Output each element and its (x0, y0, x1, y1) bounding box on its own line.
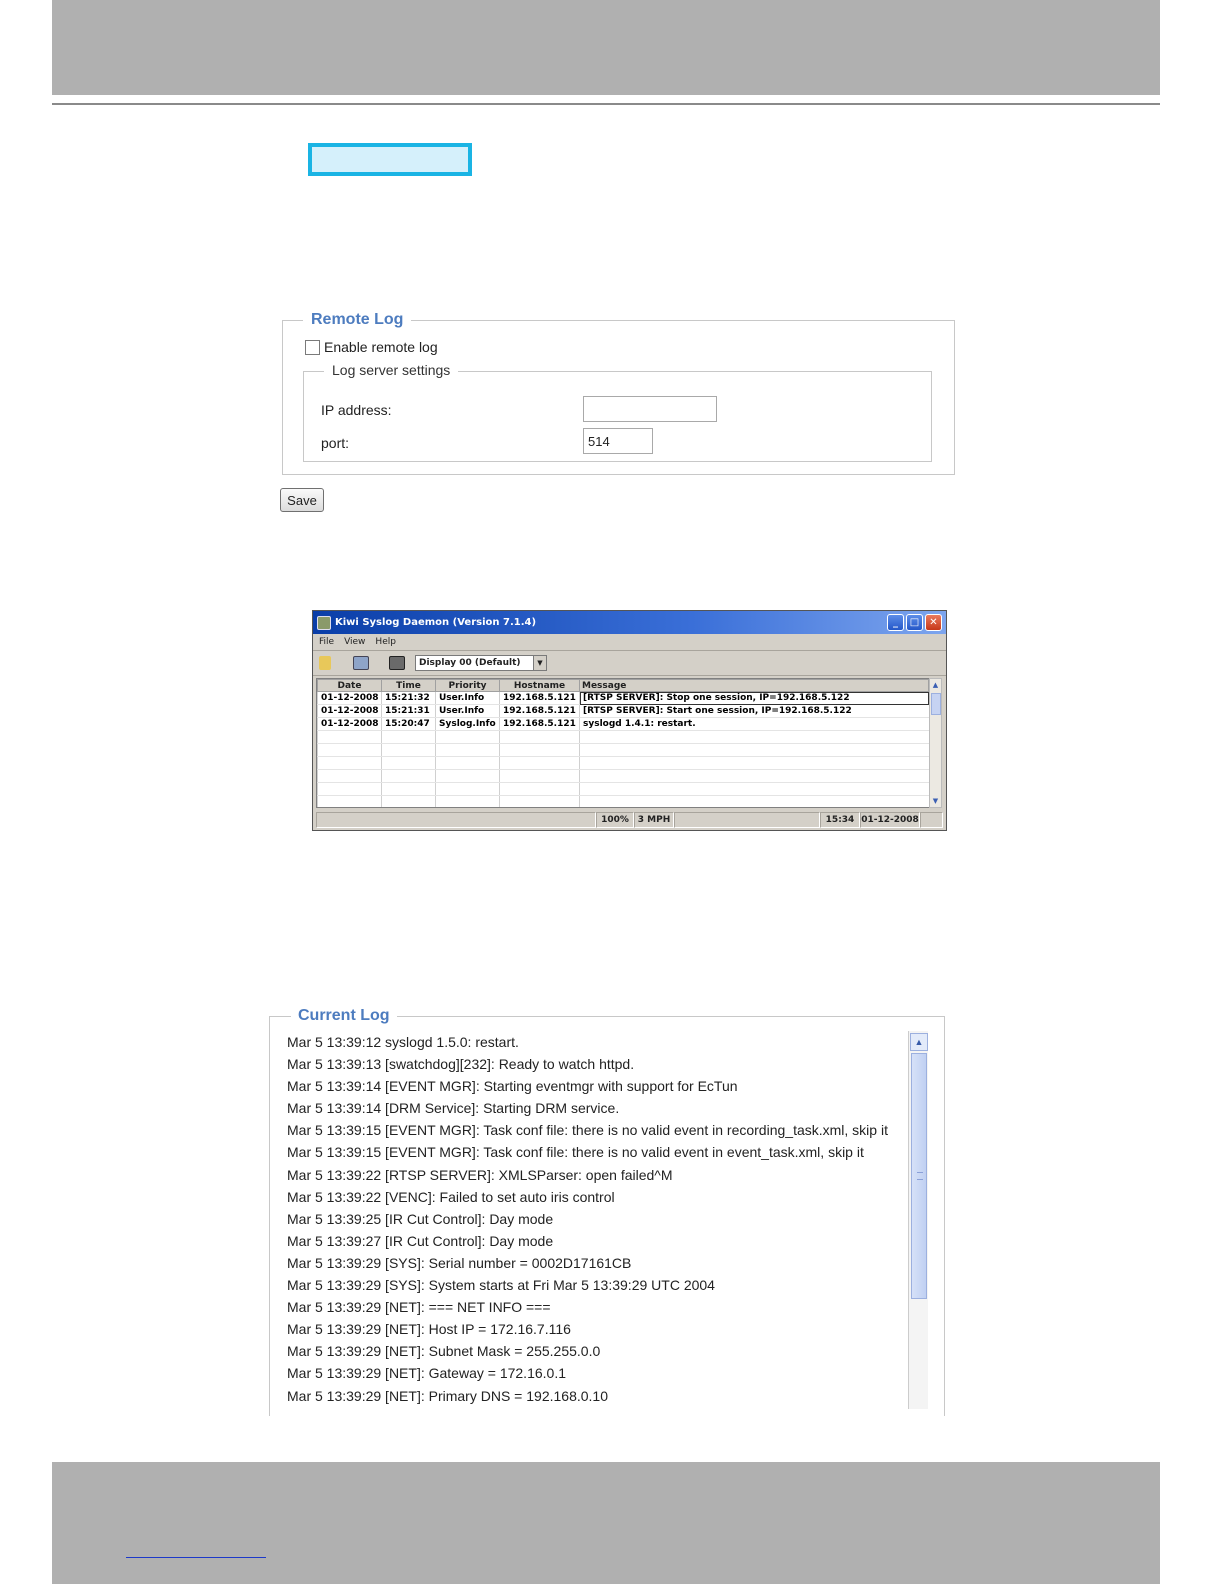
enable-remote-log-row[interactable] (305, 339, 438, 355)
menu-file[interactable]: File (319, 637, 335, 647)
maximize-icon[interactable]: □ (906, 614, 923, 631)
footer-link[interactable] (126, 1548, 266, 1558)
kiwi-scrollbar[interactable] (929, 678, 942, 808)
cell-hostname: 192.168.5.121 (500, 692, 580, 705)
cell-hostname: 192.168.5.121 (500, 705, 580, 718)
cell-priority: User.Info (436, 692, 500, 705)
column-header-date[interactable]: Date (318, 680, 382, 692)
kiwi-title-bar[interactable] (313, 611, 946, 634)
empty-row (318, 744, 929, 757)
empty-row (318, 770, 929, 783)
current-log-fieldset (269, 1007, 945, 1416)
log-line: Mar 5 13:39:27 [IR Cut Control]: Day mode (287, 1232, 554, 1249)
resize-grip-icon[interactable] (920, 812, 943, 828)
column-header-priority[interactable]: Priority (436, 680, 500, 692)
log-line: Mar 5 13:39:29 [SYS]: System starts at Fri Mar 5 13:39:29 UTC 2004 (287, 1277, 715, 1294)
table-row[interactable] (318, 692, 929, 705)
top-banner (52, 0, 1160, 95)
scroll-up-icon[interactable]: ▲ (910, 1033, 928, 1051)
status-percent: 100% (596, 812, 634, 828)
empty-row (318, 783, 929, 796)
log-line: Mar 5 13:39:29 [NET]: Host IP = 172.16.7.116 (287, 1321, 571, 1338)
log-server-settings-legend: Log server settings (324, 362, 458, 378)
log-line: Mar 5 13:39:29 [SYS]: Serial number = 0002D17161CB (287, 1254, 632, 1271)
cell-message: [RTSP SERVER]: Start one session, IP=192.168.5.122 (580, 705, 929, 718)
status-date: 01-12-2008 (860, 812, 920, 828)
empty-row (318, 796, 929, 809)
clear-display-icon[interactable] (319, 656, 331, 670)
log-line: Mar 5 13:39:15 [EVENT MGR]: Task conf file: there is no valid event in event_task.xml, skip it (287, 1144, 864, 1161)
current-log-scrollbar[interactable] (908, 1031, 928, 1409)
ip-address-input[interactable] (583, 396, 717, 422)
log-line: Mar 5 13:39:15 [EVENT MGR]: Task conf file: there is no valid event in recording_task.xml, skip it (287, 1122, 888, 1139)
menu-view[interactable]: View (344, 637, 366, 647)
scroll-down-icon[interactable]: ▼ (932, 797, 939, 805)
cell-time: 15:21:31 (382, 705, 436, 718)
cell-date: 01-12-2008 (318, 692, 382, 705)
cell-message: syslogd 1.4.1: restart. (580, 718, 929, 731)
save-button[interactable]: Save (280, 488, 324, 512)
log-server-settings-fieldset (303, 362, 932, 462)
log-line: Mar 5 13:39:13 [swatchdog][232]: Ready to watch httpd. (287, 1056, 635, 1073)
cell-date: 01-12-2008 (318, 705, 382, 718)
ip-address-label: IP address: (321, 402, 392, 418)
column-header-hostname[interactable]: Hostname (500, 680, 580, 692)
table-row[interactable] (318, 718, 929, 731)
log-line: Mar 5 13:39:29 [NET]: === NET INFO === (287, 1299, 551, 1316)
log-line: Mar 5 13:39:14 [DRM Service]: Starting DRM service. (287, 1100, 620, 1117)
kiwi-toolbar (313, 651, 946, 676)
cell-time: 15:20:47 (382, 718, 436, 731)
remote-log-fieldset (282, 311, 955, 475)
log-line: Mar 5 13:39:14 [EVENT MGR]: Starting eventmgr with support for EcTun (287, 1078, 738, 1095)
cell-message: [RTSP SERVER]: Stop one session, IP=192.168.5.122 (580, 692, 929, 705)
section-tab-highlight[interactable] (308, 143, 472, 176)
empty-row (318, 757, 929, 770)
empty-row (318, 731, 929, 744)
kiwi-log-grid (316, 678, 930, 808)
menu-help[interactable]: Help (375, 637, 396, 647)
current-log-textarea[interactable] (287, 1031, 927, 1409)
log-line: Mar 5 13:39:12 syslogd 1.5.0: restart. (287, 1034, 519, 1050)
cell-priority: Syslog.Info (436, 718, 500, 731)
display-select-value: Display 00 (Default) (419, 658, 521, 668)
log-line: Mar 5 13:39:29 [NET]: Primary DNS = 192.168.0.10 (287, 1387, 608, 1404)
table-row[interactable] (318, 705, 929, 718)
close-icon[interactable]: ✕ (925, 614, 942, 631)
cell-hostname: 192.168.5.121 (500, 718, 580, 731)
log-line: Mar 5 13:39:29 [NET]: Gateway = 172.16.0.1 (287, 1365, 566, 1382)
bottom-banner (52, 1462, 1160, 1584)
enable-remote-log-checkbox[interactable] (305, 340, 320, 355)
cell-time: 15:21:32 (382, 692, 436, 705)
status-time: 15:34 (820, 812, 860, 828)
kiwi-log-table (317, 679, 929, 808)
display-select[interactable] (415, 655, 547, 671)
kiwi-app-icon (317, 616, 331, 630)
monitor-icon[interactable] (353, 656, 369, 670)
kiwi-status-bar (316, 812, 943, 828)
status-rate: 3 MPH (634, 812, 674, 828)
kiwi-scroll-thumb[interactable] (931, 693, 941, 715)
status-blank-2 (674, 812, 820, 828)
chevron-down-icon[interactable]: ▼ (533, 656, 546, 670)
remote-log-legend: Remote Log (303, 311, 411, 329)
log-line: Mar 5 13:39:22 [VENC]: Failed to set auto iris control (287, 1188, 615, 1205)
kiwi-syslog-window (312, 610, 947, 831)
kiwi-menu-bar (313, 634, 946, 651)
scroll-up-icon[interactable]: ▲ (932, 681, 939, 689)
minimize-icon[interactable]: _ (887, 614, 904, 631)
display-filter-icon[interactable] (389, 656, 405, 670)
window-controls (887, 614, 942, 631)
current-log-scroll-thumb[interactable] (911, 1053, 927, 1299)
kiwi-header-row (318, 680, 929, 692)
current-log-legend: Current Log (291, 1007, 397, 1025)
column-header-message[interactable]: Message (580, 680, 929, 692)
log-line: Mar 5 13:39:29 [NET]: Subnet Mask = 255.255.0.0 (287, 1343, 601, 1360)
port-label: port: (321, 435, 350, 451)
column-header-time[interactable]: Time (382, 680, 436, 692)
cell-date: 01-12-2008 (318, 718, 382, 731)
header-divider (52, 103, 1160, 105)
scroll-grip-icon (917, 1172, 923, 1180)
kiwi-window-title: Kiwi Syslog Daemon (Version 7.1.4) (335, 617, 537, 628)
status-blank (316, 812, 596, 828)
cell-priority: User.Info (436, 705, 500, 718)
log-line: Mar 5 13:39:25 [IR Cut Control]: Day mode (287, 1210, 554, 1227)
log-line: Mar 5 13:39:22 [RTSP SERVER]: XMLSParser: open failed^M (287, 1166, 673, 1183)
enable-remote-log-label: Enable remote log (324, 339, 438, 355)
port-input[interactable] (583, 428, 653, 454)
